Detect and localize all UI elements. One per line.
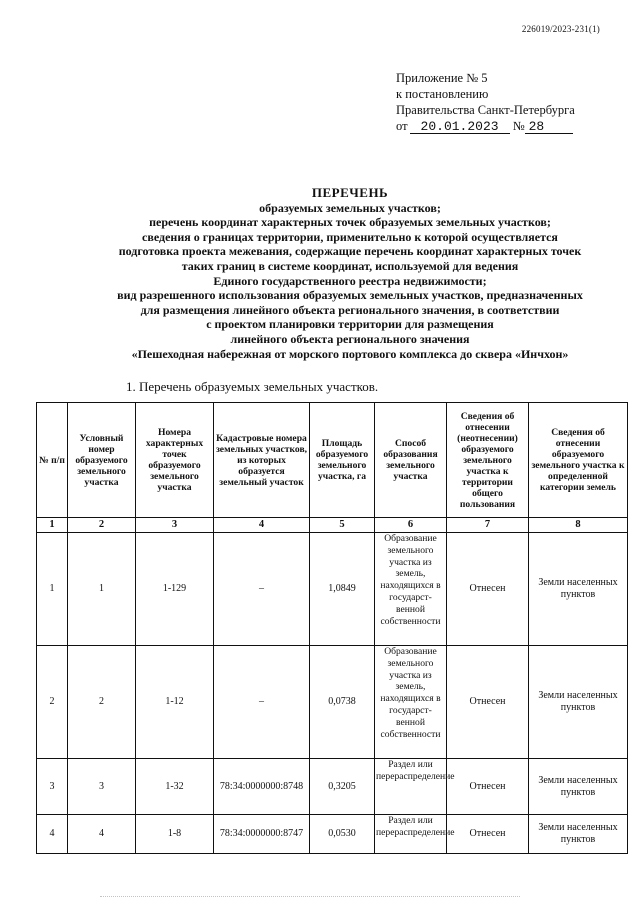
cell-cadastral: –	[214, 646, 310, 759]
land-plots-table	[36, 402, 628, 854]
column-number: 4	[214, 518, 310, 533]
title-line: линейного объекта регионального значения	[230, 331, 470, 346]
header-cell: Условный номер образуемого земельного участка	[68, 403, 136, 518]
cell-cadastral: 78:34:0000000:8748	[214, 759, 310, 815]
header-cell: Сведения об отнесении образуемого земельного участка к определенной категории земель	[529, 403, 628, 518]
column-number: 8	[529, 518, 628, 533]
appendix-block	[396, 70, 575, 134]
cell-land-category: Земли населенных пунктов	[529, 759, 628, 815]
table-row	[37, 815, 628, 854]
cell-plot-id: 2	[68, 646, 136, 759]
title-heading: ПЕРЕЧЕНЬ	[311, 185, 389, 200]
table-row	[37, 533, 628, 646]
column-number: 6	[375, 518, 447, 533]
cell-plot-id: 1	[68, 533, 136, 646]
appendix-line-3: Правительства Санкт-Петербурга	[396, 103, 575, 117]
header-cell: № п/п	[37, 403, 68, 518]
title-line: «Пешеходная набережная от морского портового комплекса до сквера «Инчхон»	[131, 346, 569, 361]
cell-land-category: Земли населенных пунктов	[529, 533, 628, 646]
date-prefix: от	[396, 119, 408, 133]
header-cell: Номера характерных точек образуемого земельного участка	[136, 403, 214, 518]
column-number: 3	[136, 518, 214, 533]
header-cell: Площадь образуемого земельного участка, га	[310, 403, 375, 518]
cell-index: 3	[37, 759, 68, 815]
title-line: с проектом планировки территории для размещения	[206, 317, 494, 332]
cell-points: 1-129	[136, 533, 214, 646]
section-title: 1. Перечень образуемых земельных участков.	[126, 379, 379, 394]
appendix-date-line	[396, 118, 575, 134]
column-number: 1	[37, 518, 68, 533]
title-line: для размещения линейного объекта регионального значения, в соответствии	[140, 302, 560, 317]
cell-index: 1	[37, 533, 68, 646]
cell-method: Образование земельного участка из земель, находящихся в государст-венной собственности	[375, 533, 447, 646]
cell-public-use: Отнесен	[447, 533, 529, 646]
column-number: 5	[310, 518, 375, 533]
column-number: 7	[447, 518, 529, 533]
cell-method: Образование земельного участка из земель, находящихся в государст-венной собственности	[375, 646, 447, 759]
cell-points: 1-32	[136, 759, 214, 815]
cell-index: 2	[37, 646, 68, 759]
title-line: сведения о границах территории, применительно к которой осуществляется	[142, 229, 558, 244]
cell-points: 1-8	[136, 815, 214, 854]
cell-public-use: Отнесен	[447, 646, 529, 759]
title-line: подготовка проекта межевания, содержащие перечень координат характерных точек	[118, 244, 582, 259]
table-row	[37, 759, 628, 815]
cell-cadastral: 78:34:0000000:8747	[214, 815, 310, 854]
table-header-row	[37, 403, 628, 518]
cell-area: 0,0738	[310, 646, 375, 759]
cell-plot-id: 3	[68, 759, 136, 815]
cell-land-category: Земли населенных пунктов	[529, 815, 628, 854]
title-line: Единого государственного реестра недвижимости;	[213, 273, 487, 288]
title-line: вид разрешенного использования образуемых земельных участков, предназначенных	[117, 288, 583, 303]
title-line: перечень координат характерных точек образуемых земельных участков;	[149, 215, 551, 230]
table-row	[37, 646, 628, 759]
appendix-line-1: Приложение № 5	[396, 71, 488, 85]
header-cell: Способ образования земельного участка	[375, 403, 447, 518]
cell-plot-id: 4	[68, 815, 136, 854]
cell-public-use: Отнесен	[447, 759, 529, 815]
document-number: 226019/2023-231(1)	[521, 24, 600, 34]
column-number-row	[37, 518, 628, 533]
cell-cadastral: –	[214, 533, 310, 646]
cell-land-category: Земли населенных пунктов	[529, 646, 628, 759]
cell-public-use: Отнесен	[447, 815, 529, 854]
column-number: 2	[68, 518, 136, 533]
resolution-number: 28	[525, 120, 573, 134]
cell-area: 0,0530	[310, 815, 375, 854]
cell-index: 4	[37, 815, 68, 854]
document-title	[70, 186, 630, 361]
cell-points: 1-12	[136, 646, 214, 759]
cell-method: Раздел или перераспределение	[375, 759, 447, 815]
title-line: таких границ в системе координат, используемой для ведения	[181, 258, 519, 273]
cell-method: Раздел или перераспределение	[375, 815, 447, 854]
cell-area: 0,3205	[310, 759, 375, 815]
cell-area: 1,0849	[310, 533, 375, 646]
scan-artifact	[100, 896, 520, 900]
header-cell: Сведения об отнесении (неотнесении) образуемого земельного участка к территории общего пользования	[447, 403, 529, 518]
number-prefix: №	[512, 119, 525, 133]
resolution-date: 20.01.2023	[410, 120, 510, 134]
title-line: образуемых земельных участков;	[259, 200, 441, 215]
appendix-line-2: к постановлению	[396, 87, 489, 101]
header-cell: Кадастровые номера земельных участков, из которых образуется земельный участок	[214, 403, 310, 518]
